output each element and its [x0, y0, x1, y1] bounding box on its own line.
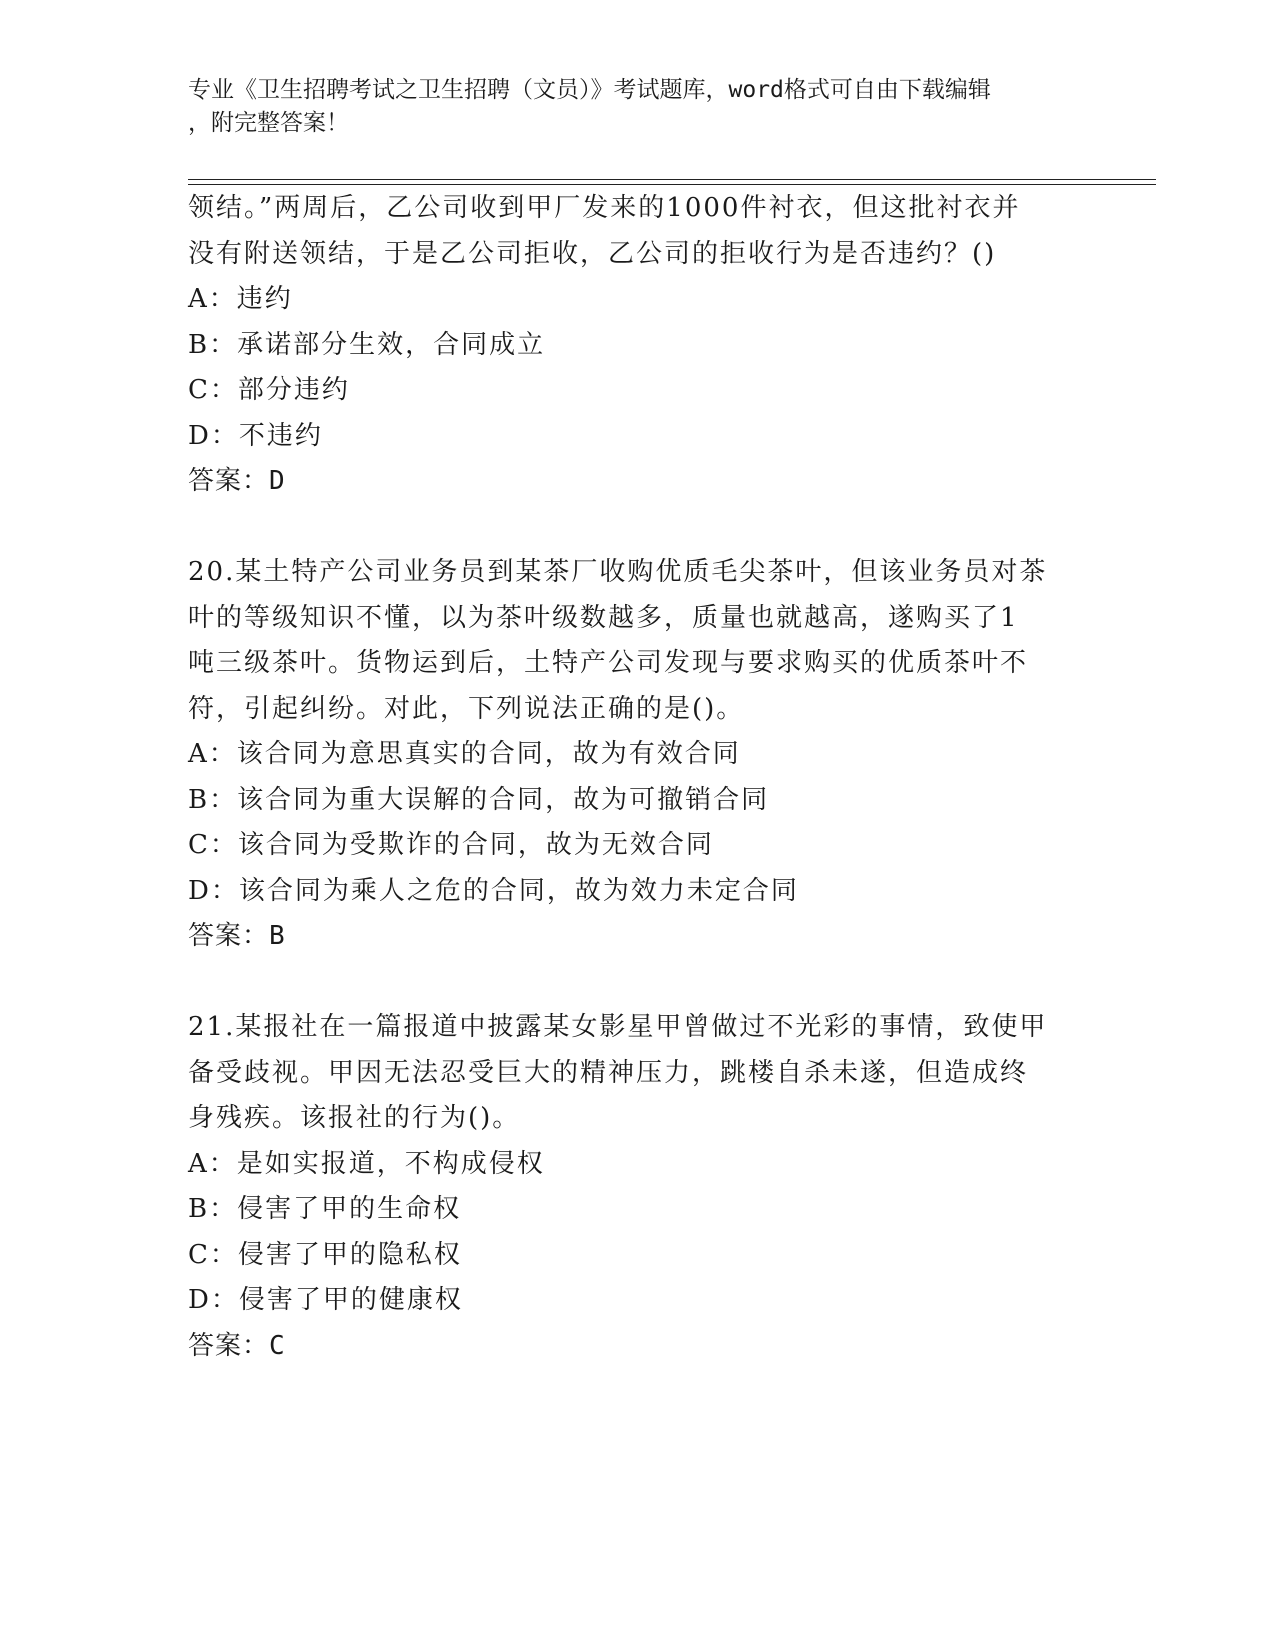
option-b: B：侵害了甲的生命权 — [188, 1194, 462, 1224]
option-b: B：该合同为重大误解的合同，故为可撤销合同 — [188, 784, 770, 815]
document-header — [188, 74, 1088, 140]
question-text-line: 没有附送领结，于是乙公司拒收，乙公司的拒收行为是否违约？() — [188, 238, 997, 269]
option-b: B：承诺部分生效，合同成立 — [188, 329, 546, 360]
option-a: A：该合同为意思真实的合同，故为有效合同 — [188, 739, 741, 769]
option-c: C：部分违约 — [188, 375, 350, 405]
question-text-line: 21.某报社在一篇报道中披露某女影星甲曾做过不光彩的事情，致使甲 — [188, 1012, 1048, 1042]
header-line-2: ，附完整答案！ — [188, 110, 349, 136]
option-d: D：不违约 — [188, 420, 323, 451]
option-a: A：是如实报道，不构成侵权 — [188, 1148, 545, 1179]
answer-line: 答案：C — [188, 1330, 286, 1361]
answer-line: 答案：D — [188, 466, 286, 496]
answer-line: 答案：B — [188, 921, 286, 951]
option-d: D：侵害了甲的健康权 — [188, 1285, 463, 1315]
option-c: C：该合同为受欺诈的合同，故为无效合同 — [188, 830, 714, 860]
header-line-1: 专业《卫生招聘考试之卫生招聘（文员）》考试题库，word格式可自由下载编辑 — [188, 77, 991, 103]
header-divider-top — [188, 179, 1156, 180]
header-divider-bottom — [188, 184, 1156, 185]
question-text-line: 符，引起纠纷。对此，下列说法正确的是()。 — [188, 693, 745, 724]
question-21 — [188, 1005, 1088, 1369]
question-text-line: 叶的等级知识不懂，以为茶叶级数越多，质量也就越高，遂购买了1 — [188, 602, 1019, 633]
question-text-line: 身残疾。该报社的行为()。 — [188, 1103, 521, 1133]
question-text-line: 吨三级茶叶。货物运到后，土特产公司发现与要求购买的优质茶叶不 — [188, 648, 1029, 678]
option-d: D：该合同为乘人之危的合同，故为效力未定合同 — [188, 875, 799, 906]
option-a: A：违约 — [188, 284, 293, 314]
spacer — [188, 505, 1088, 551]
question-text-line: 领结。”两周后，乙公司收到甲厂发来的1000件衬衣，但这批衬衣并 — [188, 193, 1021, 223]
spacer — [188, 960, 1088, 1006]
question-19-continued — [188, 186, 1088, 505]
option-c: C：侵害了甲的隐私权 — [188, 1239, 462, 1270]
document-body — [188, 186, 1088, 1369]
question-text-line: 20.某土特产公司业务员到某茶厂收购优质毛尖茶叶，但该业务员对茶 — [188, 557, 1048, 587]
question-text-line: 备受歧视。甲因无法忍受巨大的精神压力，跳楼自杀未遂，但造成终 — [188, 1057, 1029, 1088]
question-20 — [188, 550, 1088, 960]
